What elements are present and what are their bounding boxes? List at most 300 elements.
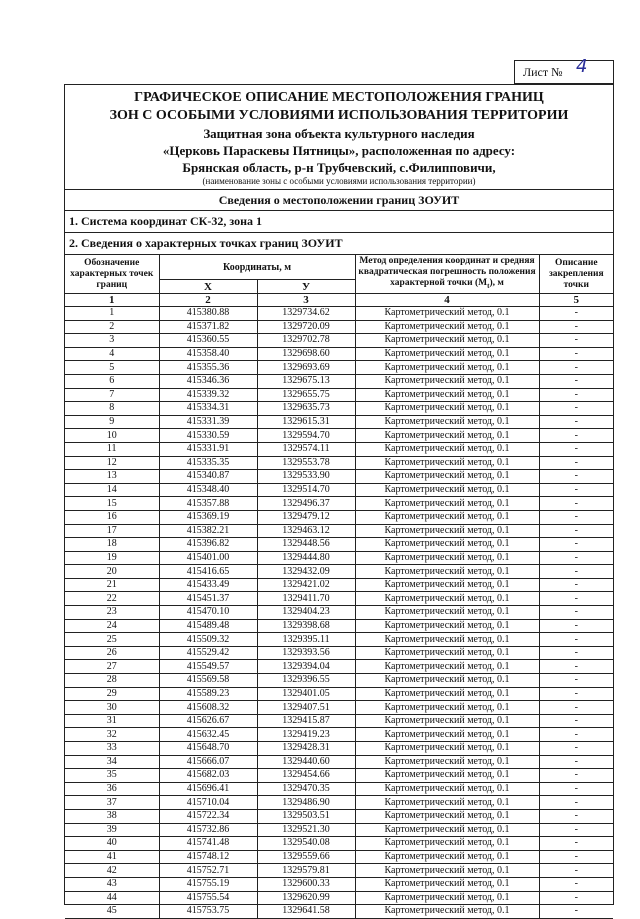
method-cell: Картометрический метод, 0.1 xyxy=(355,782,539,796)
point-id-cell: 13 xyxy=(65,470,159,484)
description-cell: - xyxy=(539,877,613,891)
description-cell: - xyxy=(539,823,613,837)
y-coordinate-cell: 1329395.11 xyxy=(257,633,355,647)
table-row xyxy=(65,402,613,416)
y-coordinate-cell: 1329393.56 xyxy=(257,646,355,660)
point-id-cell: 18 xyxy=(65,538,159,552)
x-coordinate-cell: 415489.48 xyxy=(159,619,257,633)
y-coordinate-cell: 1329720.09 xyxy=(257,320,355,334)
x-coordinate-cell: 415755.54 xyxy=(159,891,257,905)
y-coordinate-cell: 1329432.09 xyxy=(257,565,355,579)
y-coordinate-cell: 1329398.68 xyxy=(257,619,355,633)
description-cell: - xyxy=(539,538,613,552)
description-cell: - xyxy=(539,809,613,823)
point-id-cell: 40 xyxy=(65,837,159,851)
method-cell: Картометрический метод, 0.1 xyxy=(355,823,539,837)
table-row xyxy=(65,891,613,905)
table-row xyxy=(65,551,613,565)
method-cell: Картометрический метод, 0.1 xyxy=(355,415,539,429)
point-id-cell: 8 xyxy=(65,402,159,416)
description-cell: - xyxy=(539,769,613,783)
method-cell: Картометрический метод, 0.1 xyxy=(355,307,539,321)
point-id-cell: 21 xyxy=(65,578,159,592)
description-cell: - xyxy=(539,714,613,728)
x-coordinate-cell: 415722.34 xyxy=(159,809,257,823)
y-coordinate-cell: 1329496.37 xyxy=(257,497,355,511)
description-cell: - xyxy=(539,402,613,416)
method-cell: Картометрический метод, 0.1 xyxy=(355,714,539,728)
point-id-cell: 15 xyxy=(65,497,159,511)
y-coordinate-cell: 1329693.69 xyxy=(257,361,355,375)
y-coordinate-cell: 1329533.90 xyxy=(257,470,355,484)
header-method-subscript: t xyxy=(487,281,490,290)
method-cell: Картометрический метод, 0.1 xyxy=(355,524,539,538)
y-coordinate-cell: 1329521.30 xyxy=(257,823,355,837)
x-coordinate-cell: 415569.58 xyxy=(159,674,257,688)
table-row xyxy=(65,320,613,334)
method-cell: Картометрический метод, 0.1 xyxy=(355,687,539,701)
description-cell: - xyxy=(539,619,613,633)
table-row xyxy=(65,782,613,796)
y-coordinate-cell: 1329559.66 xyxy=(257,850,355,864)
point-id-cell: 41 xyxy=(65,850,159,864)
table-row xyxy=(65,755,613,769)
table-row xyxy=(65,374,613,388)
x-coordinate-cell: 415632.45 xyxy=(159,728,257,742)
column-number-row xyxy=(65,294,613,307)
point-id-cell: 38 xyxy=(65,809,159,823)
coordinate-system-title: 1. Система координат СК-32, зона 1 xyxy=(65,210,613,232)
x-coordinate-cell: 415626.67 xyxy=(159,714,257,728)
point-id-cell: 2 xyxy=(65,320,159,334)
table-row xyxy=(65,361,613,375)
table-row xyxy=(65,388,613,402)
x-coordinate-cell: 415755.19 xyxy=(159,877,257,891)
description-cell: - xyxy=(539,592,613,606)
point-id-cell: 43 xyxy=(65,877,159,891)
y-coordinate-cell: 1329594.70 xyxy=(257,429,355,443)
col-number: 1 xyxy=(65,294,159,307)
description-cell: - xyxy=(539,674,613,688)
sheet-number: 4 xyxy=(576,56,588,77)
method-cell: Картометрический метод, 0.1 xyxy=(355,619,539,633)
x-coordinate-cell: 415710.04 xyxy=(159,796,257,810)
method-cell: Картометрический метод, 0.1 xyxy=(355,796,539,810)
description-cell: - xyxy=(539,633,613,647)
x-coordinate-cell: 415358.40 xyxy=(159,347,257,361)
x-coordinate-cell: 415340.87 xyxy=(159,470,257,484)
x-coordinate-cell: 415371.82 xyxy=(159,320,257,334)
point-id-cell: 32 xyxy=(65,728,159,742)
table-row xyxy=(65,483,613,497)
header-x: Х xyxy=(159,280,257,294)
y-coordinate-cell: 1329675.13 xyxy=(257,374,355,388)
x-coordinate-cell: 415549.57 xyxy=(159,660,257,674)
method-cell: Картометрический метод, 0.1 xyxy=(355,456,539,470)
description-cell: - xyxy=(539,864,613,878)
header-method-tail: ), м xyxy=(489,278,504,289)
method-cell: Картометрический метод, 0.1 xyxy=(355,402,539,416)
x-coordinate-cell: 415589.23 xyxy=(159,687,257,701)
description-cell: - xyxy=(539,850,613,864)
description-cell: - xyxy=(539,510,613,524)
method-cell: Картометрический метод, 0.1 xyxy=(355,728,539,742)
method-cell: Картометрический метод, 0.1 xyxy=(355,429,539,443)
method-cell: Картометрический метод, 0.1 xyxy=(355,565,539,579)
y-coordinate-cell: 1329440.60 xyxy=(257,755,355,769)
table-row xyxy=(65,864,613,878)
table-row xyxy=(65,524,613,538)
x-coordinate-cell: 415666.07 xyxy=(159,755,257,769)
point-id-cell: 44 xyxy=(65,891,159,905)
table-row xyxy=(65,701,613,715)
y-coordinate-cell: 1329407.51 xyxy=(257,701,355,715)
point-id-cell: 42 xyxy=(65,864,159,878)
table-row xyxy=(65,334,613,348)
point-id-cell: 10 xyxy=(65,429,159,443)
description-cell: - xyxy=(539,347,613,361)
description-cell: - xyxy=(539,905,613,919)
heading-line-3: Защитная зона объекта культурного наследия xyxy=(203,126,475,141)
table-row xyxy=(65,646,613,660)
method-cell: Картометрический метод, 0.1 xyxy=(355,742,539,756)
header-method-text: Метод определения координат и средняя квадратическая погрешность положения характерной точки (М xyxy=(358,256,536,289)
table-row xyxy=(65,742,613,756)
table-row xyxy=(65,850,613,864)
heading-line-1: ГРАФИЧЕСКОЕ ОПИСАНИЕ МЕСТОПОЛОЖЕНИЯ ГРАНИЦ xyxy=(134,90,544,105)
point-id-cell: 9 xyxy=(65,415,159,429)
x-coordinate-cell: 415470.10 xyxy=(159,606,257,620)
description-cell: - xyxy=(539,442,613,456)
header-method xyxy=(355,255,539,294)
x-coordinate-cell: 415401.00 xyxy=(159,551,257,565)
description-cell: - xyxy=(539,646,613,660)
point-id-cell: 31 xyxy=(65,714,159,728)
point-id-cell: 16 xyxy=(65,510,159,524)
points-table-body xyxy=(65,307,613,919)
table-row xyxy=(65,769,613,783)
description-cell: - xyxy=(539,782,613,796)
method-cell: Картометрический метод, 0.1 xyxy=(355,891,539,905)
point-id-cell: 11 xyxy=(65,442,159,456)
method-cell: Картометрический метод, 0.1 xyxy=(355,483,539,497)
table-row xyxy=(65,619,613,633)
header-y: У xyxy=(257,280,355,294)
description-cell: - xyxy=(539,837,613,851)
table-row xyxy=(65,823,613,837)
x-coordinate-cell: 415335.35 xyxy=(159,456,257,470)
x-coordinate-cell: 415451.37 xyxy=(159,592,257,606)
description-cell: - xyxy=(539,497,613,511)
sheet-label: Лист № xyxy=(523,65,563,79)
y-coordinate-cell: 1329486.90 xyxy=(257,796,355,810)
description-cell: - xyxy=(539,429,613,443)
description-cell: - xyxy=(539,374,613,388)
x-coordinate-cell: 415529.42 xyxy=(159,646,257,660)
table-row xyxy=(65,578,613,592)
document-heading xyxy=(65,85,613,189)
x-coordinate-cell: 415396.82 xyxy=(159,538,257,552)
method-cell: Картометрический метод, 0.1 xyxy=(355,646,539,660)
description-cell: - xyxy=(539,578,613,592)
x-coordinate-cell: 415334.31 xyxy=(159,402,257,416)
heading-note: (наименование зоны с особыми условиями использования территории) xyxy=(202,176,476,186)
x-coordinate-cell: 415741.48 xyxy=(159,837,257,851)
point-id-cell: 23 xyxy=(65,606,159,620)
description-cell: - xyxy=(539,565,613,579)
y-coordinate-cell: 1329448.56 xyxy=(257,538,355,552)
y-coordinate-cell: 1329411.70 xyxy=(257,592,355,606)
header-description: Описание закрепления точки xyxy=(539,255,613,294)
table-row xyxy=(65,714,613,728)
description-cell: - xyxy=(539,755,613,769)
method-cell: Картометрический метод, 0.1 xyxy=(355,592,539,606)
description-cell: - xyxy=(539,701,613,715)
description-cell: - xyxy=(539,660,613,674)
y-coordinate-cell: 1329428.31 xyxy=(257,742,355,756)
y-coordinate-cell: 1329615.31 xyxy=(257,415,355,429)
y-coordinate-cell: 1329421.02 xyxy=(257,578,355,592)
point-id-cell: 22 xyxy=(65,592,159,606)
point-id-cell: 34 xyxy=(65,755,159,769)
x-coordinate-cell: 415369.19 xyxy=(159,510,257,524)
table-row xyxy=(65,470,613,484)
description-cell: - xyxy=(539,456,613,470)
document-frame xyxy=(64,84,614,917)
point-id-cell: 24 xyxy=(65,619,159,633)
y-coordinate-cell: 1329702.78 xyxy=(257,334,355,348)
table-row xyxy=(65,415,613,429)
method-cell: Картометрический метод, 0.1 xyxy=(355,334,539,348)
method-cell: Картометрический метод, 0.1 xyxy=(355,374,539,388)
description-cell: - xyxy=(539,687,613,701)
table-row xyxy=(65,347,613,361)
point-id-cell: 14 xyxy=(65,483,159,497)
x-coordinate-cell: 415360.55 xyxy=(159,334,257,348)
point-id-cell: 19 xyxy=(65,551,159,565)
method-cell: Картометрический метод, 0.1 xyxy=(355,538,539,552)
table-row xyxy=(65,633,613,647)
method-cell: Картометрический метод, 0.1 xyxy=(355,320,539,334)
col-number: 4 xyxy=(355,294,539,307)
method-cell: Картометрический метод, 0.1 xyxy=(355,769,539,783)
table-row xyxy=(65,905,613,919)
x-coordinate-cell: 415331.39 xyxy=(159,415,257,429)
y-coordinate-cell: 1329454.66 xyxy=(257,769,355,783)
description-cell: - xyxy=(539,470,613,484)
method-cell: Картометрический метод, 0.1 xyxy=(355,905,539,919)
table-row xyxy=(65,796,613,810)
method-cell: Картометрический метод, 0.1 xyxy=(355,633,539,647)
y-coordinate-cell: 1329540.08 xyxy=(257,837,355,851)
method-cell: Картометрический метод, 0.1 xyxy=(355,877,539,891)
header-point: Обозначение характерных точек границ xyxy=(65,255,159,294)
table-row xyxy=(65,429,613,443)
points-table xyxy=(65,254,613,919)
description-cell: - xyxy=(539,796,613,810)
table-row xyxy=(65,510,613,524)
method-cell: Картометрический метод, 0.1 xyxy=(355,361,539,375)
y-coordinate-cell: 1329479.12 xyxy=(257,510,355,524)
section-title: Сведения о местоположении границ ЗОУИТ xyxy=(65,189,613,210)
y-coordinate-cell: 1329401.05 xyxy=(257,687,355,701)
table-row xyxy=(65,592,613,606)
y-coordinate-cell: 1329503.51 xyxy=(257,809,355,823)
x-coordinate-cell: 415509.32 xyxy=(159,633,257,647)
x-coordinate-cell: 415748.12 xyxy=(159,850,257,864)
y-coordinate-cell: 1329396.55 xyxy=(257,674,355,688)
point-id-cell: 29 xyxy=(65,687,159,701)
table-row xyxy=(65,456,613,470)
x-coordinate-cell: 415380.88 xyxy=(159,307,257,321)
method-cell: Картометрический метод, 0.1 xyxy=(355,674,539,688)
point-id-cell: 4 xyxy=(65,347,159,361)
points-section-title: 2. Сведения о характерных точках границ ЗОУИТ xyxy=(65,232,613,254)
method-cell: Картометрический метод, 0.1 xyxy=(355,660,539,674)
y-coordinate-cell: 1329655.75 xyxy=(257,388,355,402)
table-row xyxy=(65,565,613,579)
method-cell: Картометрический метод, 0.1 xyxy=(355,755,539,769)
y-coordinate-cell: 1329600.33 xyxy=(257,877,355,891)
description-cell: - xyxy=(539,307,613,321)
point-id-cell: 37 xyxy=(65,796,159,810)
description-cell: - xyxy=(539,361,613,375)
x-coordinate-cell: 415433.49 xyxy=(159,578,257,592)
point-id-cell: 1 xyxy=(65,307,159,321)
method-cell: Картометрический метод, 0.1 xyxy=(355,510,539,524)
x-coordinate-cell: 415357.88 xyxy=(159,497,257,511)
table-row xyxy=(65,728,613,742)
method-cell: Картометрический метод, 0.1 xyxy=(355,578,539,592)
point-id-cell: 6 xyxy=(65,374,159,388)
col-number: 3 xyxy=(257,294,355,307)
y-coordinate-cell: 1329444.80 xyxy=(257,551,355,565)
col-number: 5 xyxy=(539,294,613,307)
heading-line-5: Брянская область, р-н Трубчевский, с.Филипповичи, xyxy=(182,160,496,175)
heading-line-4: «Церковь Параскевы Пятницы», расположенная по адресу: xyxy=(162,143,516,158)
point-id-cell: 26 xyxy=(65,646,159,660)
table-row xyxy=(65,497,613,511)
point-id-cell: 30 xyxy=(65,701,159,715)
point-id-cell: 35 xyxy=(65,769,159,783)
x-coordinate-cell: 415752.71 xyxy=(159,864,257,878)
description-cell: - xyxy=(539,891,613,905)
y-coordinate-cell: 1329698.60 xyxy=(257,347,355,361)
y-coordinate-cell: 1329463.12 xyxy=(257,524,355,538)
x-coordinate-cell: 415416.65 xyxy=(159,565,257,579)
point-id-cell: 5 xyxy=(65,361,159,375)
method-cell: Картометрический метод, 0.1 xyxy=(355,442,539,456)
point-id-cell: 33 xyxy=(65,742,159,756)
point-id-cell: 3 xyxy=(65,334,159,348)
table-row xyxy=(65,674,613,688)
y-coordinate-cell: 1329574.11 xyxy=(257,442,355,456)
description-cell: - xyxy=(539,320,613,334)
method-cell: Картометрический метод, 0.1 xyxy=(355,347,539,361)
x-coordinate-cell: 415348.40 xyxy=(159,483,257,497)
table-row xyxy=(65,837,613,851)
method-cell: Картометрический метод, 0.1 xyxy=(355,551,539,565)
x-coordinate-cell: 415732.86 xyxy=(159,823,257,837)
method-cell: Картометрический метод, 0.1 xyxy=(355,470,539,484)
point-id-cell: 39 xyxy=(65,823,159,837)
heading-line-2: ЗОН С ОСОБЫМИ УСЛОВИЯМИ ИСПОЛЬЗОВАНИЯ ТЕРРИТОРИИ xyxy=(109,108,569,123)
description-cell: - xyxy=(539,551,613,565)
description-cell: - xyxy=(539,415,613,429)
description-cell: - xyxy=(539,483,613,497)
table-row xyxy=(65,307,613,321)
point-id-cell: 25 xyxy=(65,633,159,647)
method-cell: Картометрический метод, 0.1 xyxy=(355,701,539,715)
y-coordinate-cell: 1329641.58 xyxy=(257,905,355,919)
col-number: 2 xyxy=(159,294,257,307)
x-coordinate-cell: 415346.36 xyxy=(159,374,257,388)
x-coordinate-cell: 415339.32 xyxy=(159,388,257,402)
y-coordinate-cell: 1329470.35 xyxy=(257,782,355,796)
table-row xyxy=(65,877,613,891)
method-cell: Картометрический метод, 0.1 xyxy=(355,850,539,864)
sheet-number-box xyxy=(514,60,614,84)
point-id-cell: 45 xyxy=(65,905,159,919)
method-cell: Картометрический метод, 0.1 xyxy=(355,388,539,402)
description-cell: - xyxy=(539,388,613,402)
table-row xyxy=(65,660,613,674)
point-id-cell: 12 xyxy=(65,456,159,470)
point-id-cell: 20 xyxy=(65,565,159,579)
description-cell: - xyxy=(539,606,613,620)
header-coordinates: Координаты, м xyxy=(159,255,355,280)
y-coordinate-cell: 1329394.04 xyxy=(257,660,355,674)
table-row xyxy=(65,606,613,620)
x-coordinate-cell: 415331.91 xyxy=(159,442,257,456)
y-coordinate-cell: 1329579.81 xyxy=(257,864,355,878)
y-coordinate-cell: 1329734.62 xyxy=(257,307,355,321)
method-cell: Картометрический метод, 0.1 xyxy=(355,497,539,511)
table-row xyxy=(65,538,613,552)
description-cell: - xyxy=(539,334,613,348)
method-cell: Картометрический метод, 0.1 xyxy=(355,809,539,823)
y-coordinate-cell: 1329635.73 xyxy=(257,402,355,416)
table-row xyxy=(65,809,613,823)
description-cell: - xyxy=(539,742,613,756)
method-cell: Картометрический метод, 0.1 xyxy=(355,864,539,878)
method-cell: Картометрический метод, 0.1 xyxy=(355,606,539,620)
method-cell: Картометрический метод, 0.1 xyxy=(355,837,539,851)
table-row xyxy=(65,442,613,456)
table-row xyxy=(65,687,613,701)
x-coordinate-cell: 415682.03 xyxy=(159,769,257,783)
point-id-cell: 28 xyxy=(65,674,159,688)
y-coordinate-cell: 1329419.23 xyxy=(257,728,355,742)
point-id-cell: 17 xyxy=(65,524,159,538)
x-coordinate-cell: 415330.59 xyxy=(159,429,257,443)
point-id-cell: 36 xyxy=(65,782,159,796)
x-coordinate-cell: 415382.21 xyxy=(159,524,257,538)
point-id-cell: 7 xyxy=(65,388,159,402)
description-cell: - xyxy=(539,728,613,742)
x-coordinate-cell: 415608.32 xyxy=(159,701,257,715)
y-coordinate-cell: 1329514.70 xyxy=(257,483,355,497)
y-coordinate-cell: 1329620.99 xyxy=(257,891,355,905)
x-coordinate-cell: 415696.41 xyxy=(159,782,257,796)
x-coordinate-cell: 415648.70 xyxy=(159,742,257,756)
y-coordinate-cell: 1329553.78 xyxy=(257,456,355,470)
description-cell: - xyxy=(539,524,613,538)
x-coordinate-cell: 415753.75 xyxy=(159,905,257,919)
x-coordinate-cell: 415355.36 xyxy=(159,361,257,375)
point-id-cell: 27 xyxy=(65,660,159,674)
y-coordinate-cell: 1329404.23 xyxy=(257,606,355,620)
